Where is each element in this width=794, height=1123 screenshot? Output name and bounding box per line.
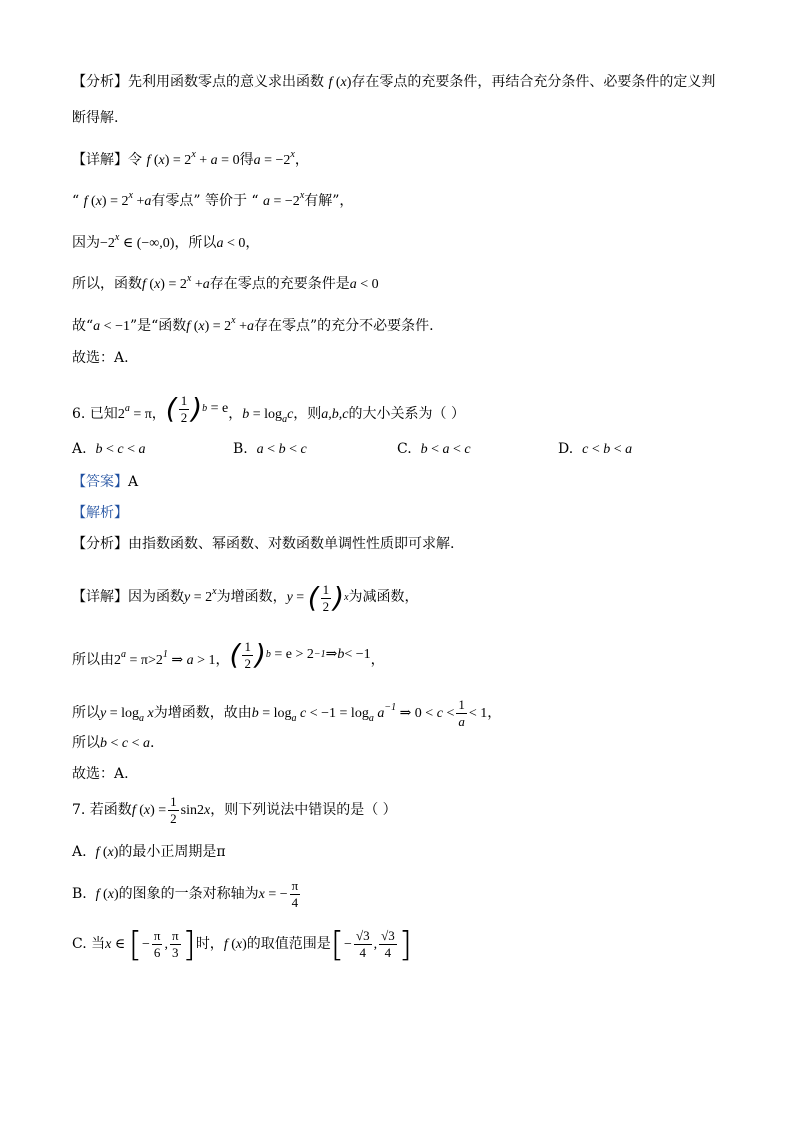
detail-line-5: 故“a < −1”是“函数f $(x) = 2^x +a$存在零点”的充分不必要条件. [72, 315, 434, 334]
option-d[interactable]: D. c < b < a [558, 441, 633, 457]
analysis-label: 【分析】 [72, 74, 128, 90]
detail-line-3: 因为$-2^x$ ∈ (−∞,0)，所以a < 0， [72, 232, 260, 251]
q6-detail-line-3: 所以$y = \log_a x$为增函数，故由$b = \log_a c < -1 = \log_a a^{-1}$ ⇒ 0 < c < $\frac{1}{a}$ < 1， [72, 697, 502, 730]
question-7-stem: 7. 若函数f (x) = $\frac{1}{2}$ sin2x，则下列说法中错误的是（ ） [72, 794, 397, 827]
q6-choice: 故选：A. [72, 766, 129, 782]
q7-option-b[interactable]: B. f (x)的图象的一条对称轴为x = − $\frac{\pi}{4}$ [72, 878, 299, 911]
answer-label: 【答案】 [72, 474, 128, 490]
answer-value: A [128, 474, 139, 490]
q7-option-c[interactable]: C. 当x ∈ [− $\frac{\pi}{6}$ , $\frac{\pi}{3}$ ]时，f (x)的取值范围是[− $\frac{√3}{4}$ , $\frac{√3}{4}$ ] [72, 924, 412, 965]
jiexi-label: 【解析】 [72, 505, 128, 521]
q6-detail-line-1: 【详解】因为函数$y = 2^x$为增函数，y = ( $\frac{1}{2}$ ) x 为减函数， [72, 581, 419, 614]
option-c[interactable]: C. b < a < c [397, 441, 471, 457]
answer-line [72, 472, 734, 492]
q6-detail-line-2: 所以由$2^a = \pi>2^1$ ⇒ a > 1， ( $\frac{1}{2}$ ) b = e > 2 −1 ⇒ b < −1 ， [72, 638, 385, 671]
analysis-line-1: 【分析】先利用函数零点的意义求出函数 f (x)存在零点的充要条件，再结合充分条件、必要条件的定义判 [72, 74, 716, 90]
detail-line-4: 所以，函数f $(x) = 2^x +a$存在零点的充要条件是a < 0 [72, 273, 379, 292]
option-a[interactable]: A. b < c < a [72, 441, 146, 457]
option-b[interactable]: B. a < b < c [233, 441, 307, 457]
detail-line-1: 【详解】令 f $(x) = 2^x + a = 0$得$a = -2^x$， [72, 149, 309, 168]
choice-line: 故选：A. [72, 350, 129, 366]
q6-detail-line-4: 所以b < c < a. [72, 735, 155, 751]
analysis-line-2: 断得解. [72, 110, 119, 126]
detail-line-2: “ f $(x) = 2^x +a$有零点” 等价于 “ $a = -2^x$有解”， [72, 190, 354, 209]
math-fx: f (x) [328, 75, 352, 90]
math-eq: f $(x) = 2^x + a = 0$ [146, 149, 240, 168]
q6-analysis: 【分析】由指数函数、幂函数、对数函数单调性性质即可求解. [72, 536, 455, 552]
detail-label: 【详解】 [72, 152, 128, 168]
q7-option-a[interactable]: A. f (x)的最小正周期是π [72, 844, 226, 860]
question-6-stem: 6. 已知2$^a$ = π， ( $\frac{1}{2}$ ) b = e ，$b = \log_ac$，则a,b,c的大小关系为（ ） [72, 392, 465, 425]
